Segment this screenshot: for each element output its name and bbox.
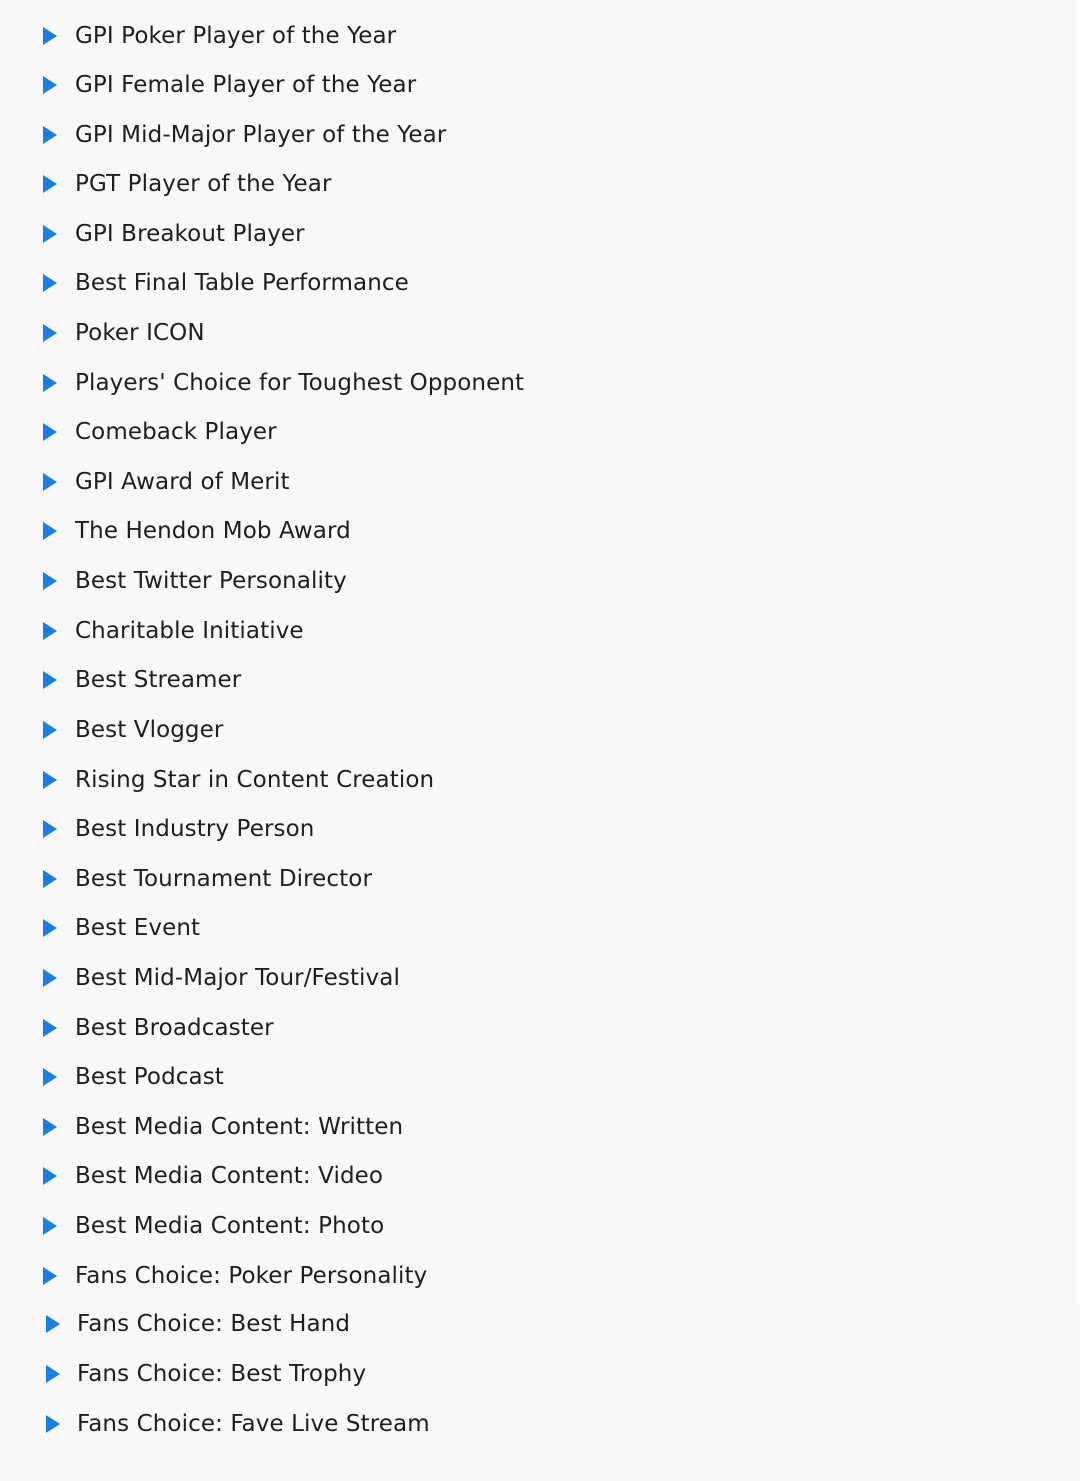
award-label: Best Streamer — [75, 667, 242, 693]
award-item-gpi-poker-player-of-the-year[interactable] — [0, 16, 700, 56]
award-item-best-twitter-personality[interactable] — [0, 561, 700, 601]
award-item-best-final-table-performance[interactable] — [0, 263, 700, 303]
caret-right-icon[interactable] — [43, 473, 57, 491]
award-item-fans-choice-best-trophy[interactable] — [0, 1354, 700, 1394]
award-item-best-tournament-director[interactable] — [0, 859, 700, 899]
award-label: GPI Breakout Player — [75, 221, 305, 247]
award-label: Best Tournament Director — [75, 866, 373, 892]
caret-right-icon[interactable] — [43, 225, 57, 243]
caret-right-icon[interactable] — [43, 1217, 57, 1235]
award-item-best-streamer[interactable] — [0, 660, 700, 700]
caret-right-icon[interactable] — [43, 374, 57, 392]
award-item-best-podcast[interactable] — [0, 1057, 700, 1097]
award-item-best-industry-person[interactable] — [0, 809, 700, 849]
caret-right-icon[interactable] — [43, 1118, 57, 1136]
award-item-gpi-female-player-of-the-year[interactable] — [0, 65, 700, 105]
award-item-fans-choice-fave-live-stream[interactable] — [0, 1404, 700, 1444]
award-label: Fans Choice: Poker Personality — [75, 1263, 428, 1289]
award-label: Rising Star in Content Creation — [75, 767, 435, 793]
award-item-rising-star-content-creation[interactable] — [0, 760, 700, 800]
award-label: The Hendon Mob Award — [75, 518, 351, 544]
award-label: Fans Choice: Best Hand — [77, 1311, 351, 1337]
caret-right-icon[interactable] — [43, 76, 57, 94]
caret-right-icon[interactable] — [46, 1315, 60, 1333]
caret-right-icon[interactable] — [43, 1167, 57, 1185]
award-label: GPI Poker Player of the Year — [75, 23, 397, 49]
caret-right-icon[interactable] — [43, 622, 57, 640]
caret-right-icon[interactable] — [43, 522, 57, 540]
caret-right-icon[interactable] — [43, 969, 57, 987]
award-item-poker-icon[interactable] — [0, 313, 700, 353]
award-label: Best Vlogger — [75, 717, 224, 743]
caret-right-icon[interactable] — [43, 423, 57, 441]
award-label: Best Media Content: Written — [75, 1114, 404, 1140]
caret-right-icon[interactable] — [43, 870, 57, 888]
caret-right-icon[interactable] — [43, 274, 57, 292]
caret-right-icon[interactable] — [43, 27, 57, 45]
caret-right-icon[interactable] — [43, 1267, 57, 1285]
caret-right-icon[interactable] — [43, 126, 57, 144]
award-item-fans-choice-best-hand[interactable] — [0, 1304, 700, 1344]
caret-right-icon[interactable] — [43, 175, 57, 193]
caret-right-icon[interactable] — [43, 324, 57, 342]
award-label: Comeback Player — [75, 419, 277, 445]
page-edge — [1076, 0, 1080, 1305]
award-item-pgt-player-of-the-year[interactable] — [0, 164, 700, 204]
award-label: Charitable Initiative — [75, 618, 304, 644]
award-item-gpi-award-of-merit[interactable] — [0, 462, 700, 502]
award-item-hendon-mob-award[interactable] — [0, 511, 700, 551]
award-label: GPI Award of Merit — [75, 469, 290, 495]
award-item-best-media-content-photo[interactable] — [0, 1206, 700, 1246]
award-item-gpi-mid-major-player-of-the-year[interactable] — [0, 115, 700, 155]
award-label: Fans Choice: Best Trophy — [77, 1361, 367, 1387]
caret-right-icon[interactable] — [46, 1365, 60, 1383]
award-item-best-mid-major-tour-festival[interactable] — [0, 958, 700, 998]
award-label: GPI Mid-Major Player of the Year — [75, 122, 447, 148]
award-item-players-choice-toughest-opponent[interactable] — [0, 363, 700, 403]
caret-right-icon[interactable] — [43, 771, 57, 789]
caret-right-icon[interactable] — [46, 1415, 60, 1433]
caret-right-icon[interactable] — [43, 572, 57, 590]
award-label: Players' Choice for Toughest Opponent — [75, 370, 525, 396]
award-item-fans-choice-poker-personality[interactable] — [0, 1256, 700, 1296]
award-label: Fans Choice: Fave Live Stream — [77, 1411, 430, 1437]
award-item-comeback-player[interactable] — [0, 412, 700, 452]
caret-right-icon[interactable] — [43, 919, 57, 937]
award-label: Best Mid-Major Tour/Festival — [75, 965, 400, 991]
caret-right-icon[interactable] — [43, 1019, 57, 1037]
award-label: Best Industry Person — [75, 816, 315, 842]
award-label: Best Final Table Performance — [75, 270, 409, 296]
award-item-best-broadcaster[interactable] — [0, 1008, 700, 1048]
award-label: Best Broadcaster — [75, 1015, 274, 1041]
award-label: Poker ICON — [75, 320, 205, 346]
caret-right-icon[interactable] — [43, 721, 57, 739]
award-label: Best Event — [75, 915, 201, 941]
caret-right-icon[interactable] — [43, 820, 57, 838]
award-item-best-event[interactable] — [0, 908, 700, 948]
award-label: PGT Player of the Year — [75, 171, 332, 197]
award-label: Best Media Content: Video — [75, 1163, 384, 1189]
award-item-best-media-content-written[interactable] — [0, 1107, 700, 1147]
award-item-best-vlogger[interactable] — [0, 710, 700, 750]
caret-right-icon[interactable] — [43, 1068, 57, 1086]
award-item-charitable-initiative[interactable] — [0, 611, 700, 651]
award-label: Best Twitter Personality — [75, 568, 347, 594]
award-item-gpi-breakout-player[interactable] — [0, 214, 700, 254]
award-label: GPI Female Player of the Year — [75, 72, 417, 98]
caret-right-icon[interactable] — [43, 671, 57, 689]
award-label: Best Media Content: Photo — [75, 1213, 385, 1239]
award-item-best-media-content-video[interactable] — [0, 1156, 700, 1196]
award-label: Best Podcast — [75, 1064, 224, 1090]
